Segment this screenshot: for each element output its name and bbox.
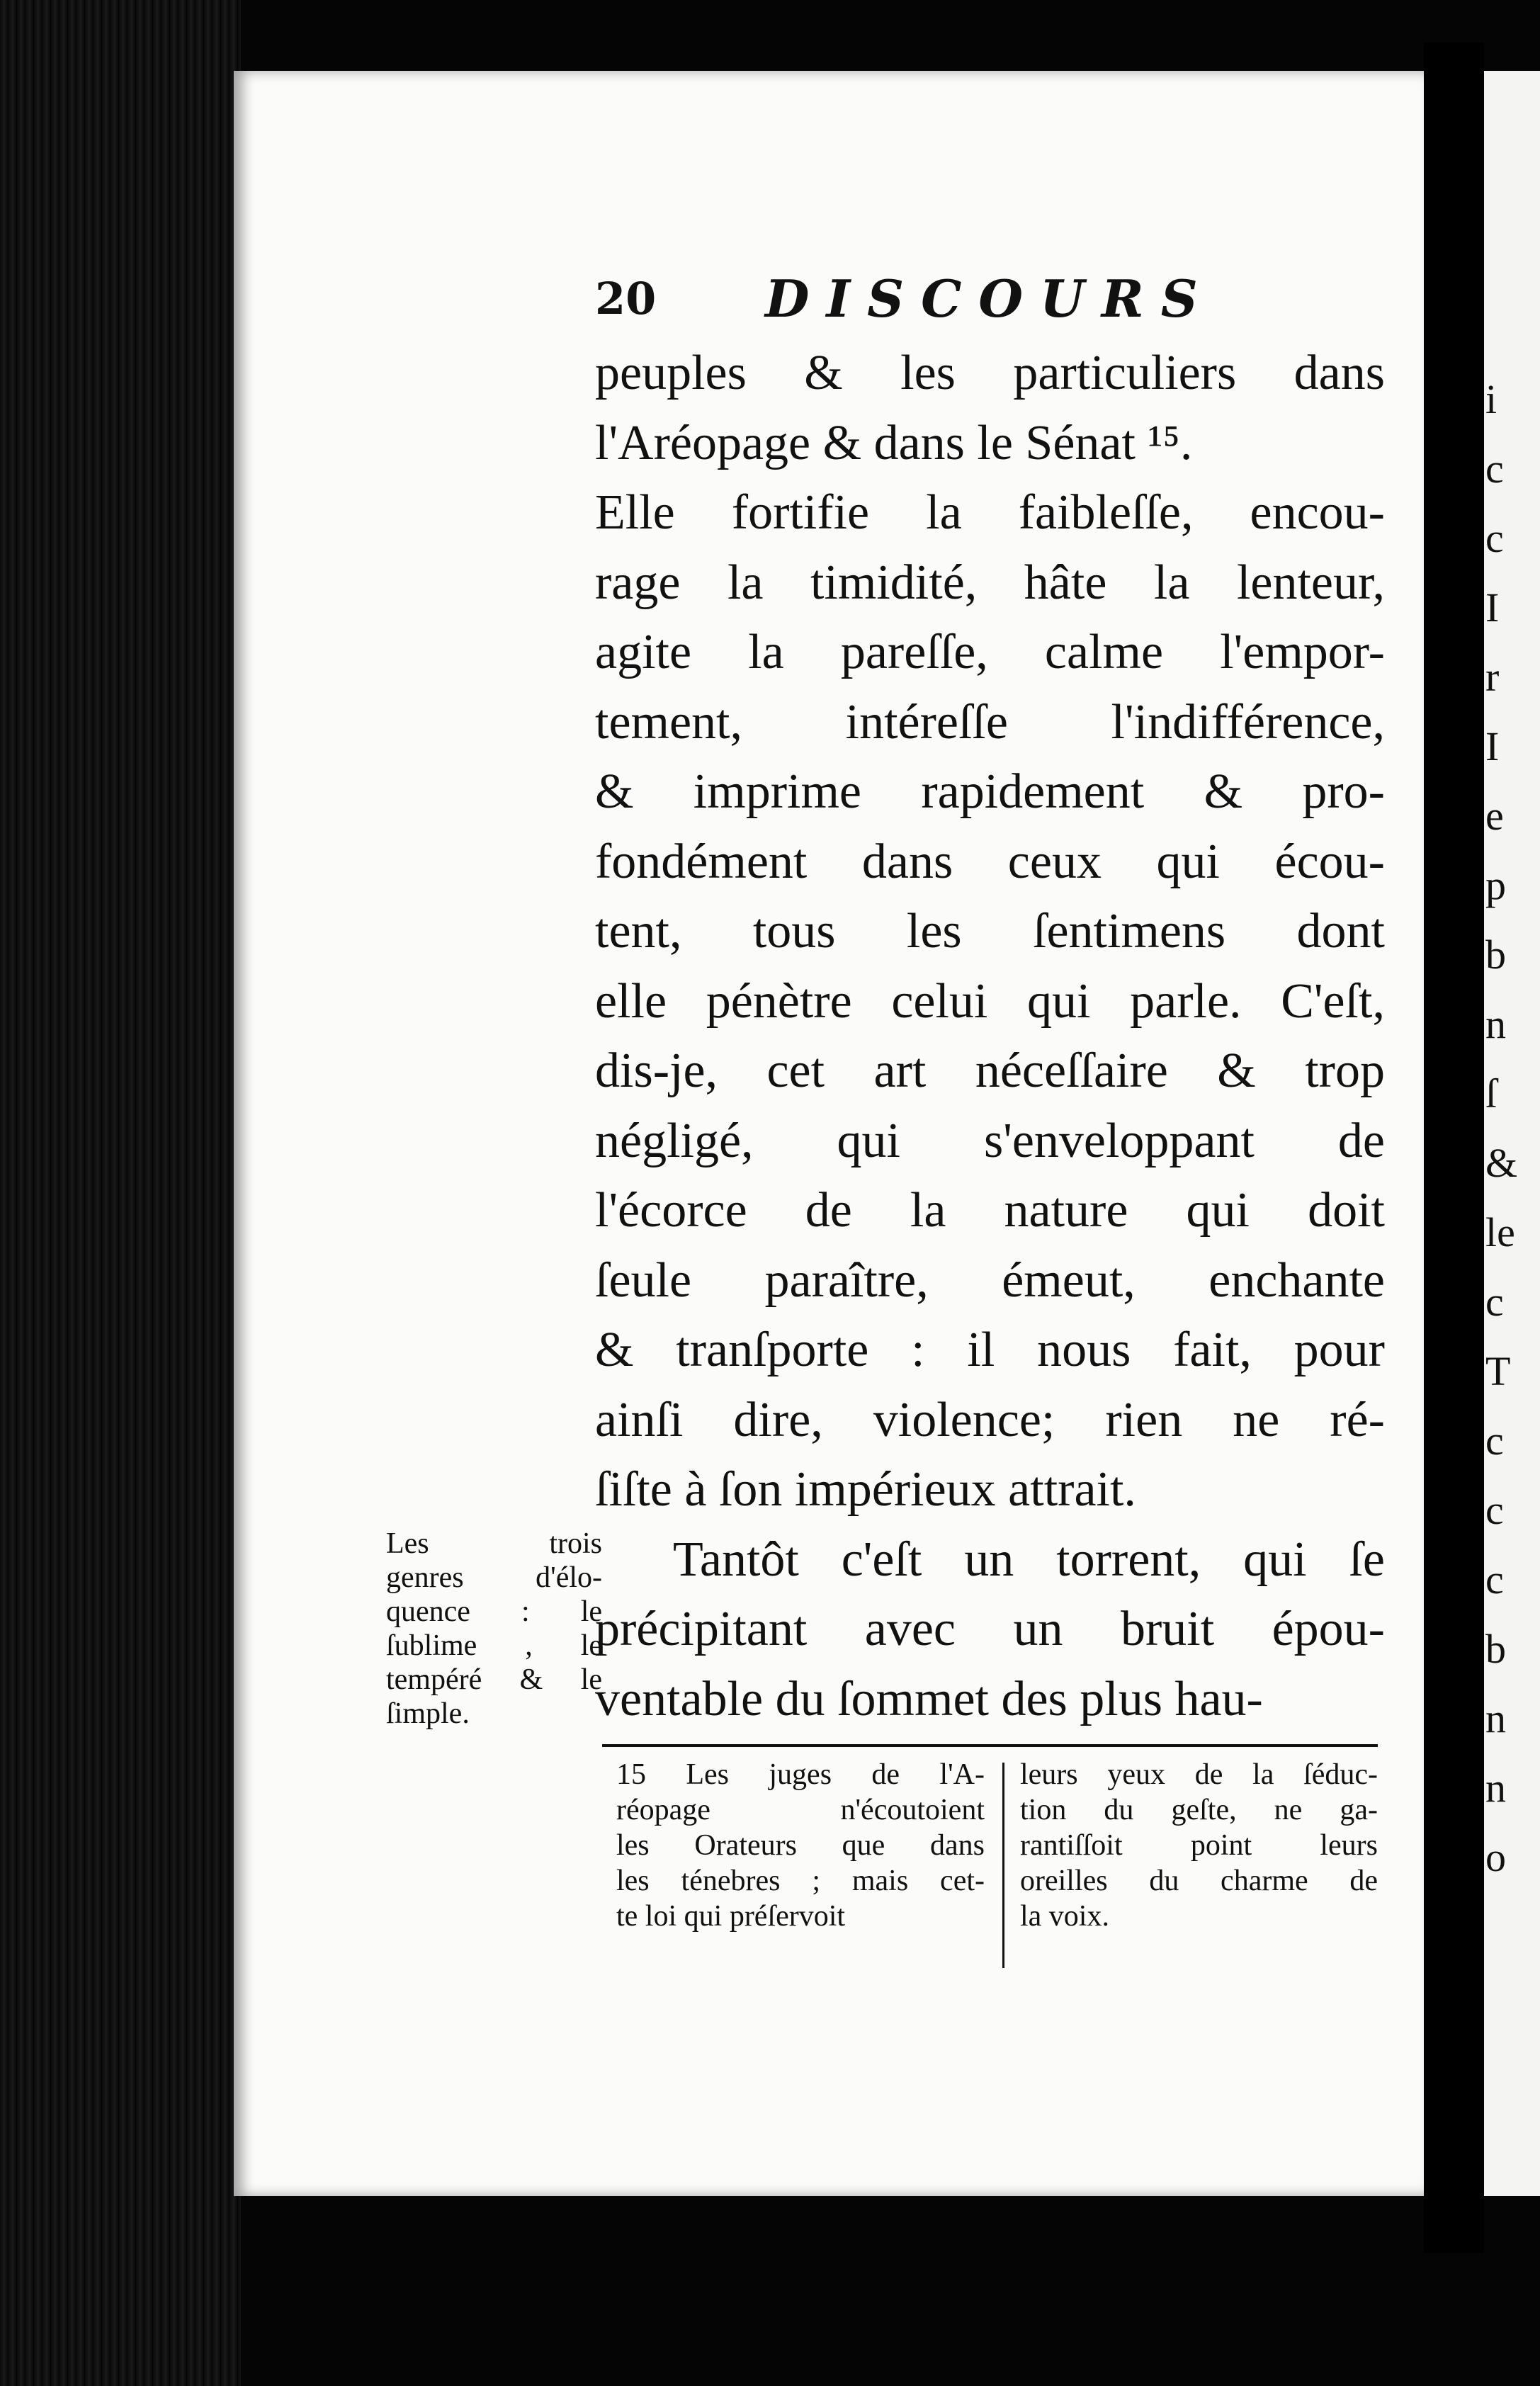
body-line: ſeule paraître, émeut, enchante: [595, 1253, 1385, 1308]
adjacent-page-glyph: &: [1485, 1140, 1518, 1186]
footnote-right-line: rantiſſoit point leurs: [1020, 1829, 1378, 1862]
footnote-left-column: [616, 1757, 985, 1934]
adjacent-page-glyph: c: [1485, 515, 1504, 561]
margin-note-line: tempéré & le: [386, 1663, 602, 1696]
adjacent-page-edge: [1484, 71, 1540, 2196]
adjacent-page-glyph: c: [1485, 446, 1504, 492]
body-line: tent, tous les ſentimens dont: [595, 904, 1385, 959]
adjacent-page-glyph: c: [1485, 1487, 1504, 1533]
footnote-column-divider: [1002, 1763, 1004, 1968]
body-line: ventable du ſommet des plus hau-: [595, 1671, 1263, 1726]
footnote-right-line: tion du geſte, ne ga-: [1020, 1794, 1378, 1826]
margin-note-line: ſublime , le: [386, 1629, 602, 1662]
body-line: & imprime rapidement & pro-: [595, 764, 1385, 819]
body-line: dis-je, cet art néceſſaire & trop: [595, 1044, 1385, 1098]
adjacent-page-glyph: I: [1485, 584, 1500, 631]
footnote-rule: [602, 1744, 1378, 1747]
body-line: Elle fortifie la faibleſſe, encou-: [595, 485, 1385, 540]
adjacent-page-glyph: c: [1485, 1556, 1504, 1602]
adjacent-page-glyph: o: [1485, 1834, 1506, 1880]
body-line: ainſi dire, violence; rien ne ré-: [595, 1392, 1385, 1447]
adjacent-page-glyph: n: [1485, 1765, 1506, 1811]
margin-note-line: genres d'élo-: [386, 1561, 602, 1594]
adjacent-page-glyph: ſ: [1485, 1070, 1497, 1116]
body-line: l'Aréopage & dans le Sénat ¹⁵.: [595, 415, 1193, 470]
footnote-right-column: [1020, 1757, 1378, 1934]
footnote-left-line: te loi qui préſervoit: [616, 1900, 846, 1933]
footnote-left-line: réopage n'écoutoient: [616, 1794, 985, 1826]
adjacent-page-glyph: e: [1485, 793, 1504, 839]
body-line: Tantôt c'eſt un torrent, qui ſe: [673, 1532, 1385, 1587]
body-line: ſiſte à ſon impérieux attrait.: [595, 1462, 1136, 1517]
adjacent-page-glyph: c: [1485, 1279, 1504, 1325]
body-line: agite la pareſſe, calme l'empor-: [595, 625, 1385, 679]
adjacent-page-glyph: le: [1485, 1209, 1515, 1255]
margin-note-line: Les trois: [386, 1527, 602, 1560]
body-line: l'écorce de la nature qui doit: [595, 1183, 1385, 1238]
running-title: DISCOURS: [765, 268, 1215, 329]
footnote-left-line: les ténebres ; mais cet-: [616, 1865, 985, 1897]
body-line: peuples & les particuliers dans: [595, 346, 1385, 400]
adjacent-page-glyph: i: [1485, 376, 1497, 422]
adjacent-page-glyph: n: [1485, 1001, 1506, 1047]
footnote-right-line: oreilles du charme de: [1020, 1865, 1378, 1897]
adjacent-page-glyph: b: [1485, 932, 1506, 978]
footnote-right-line: leurs yeux de la ſéduc-: [1020, 1758, 1378, 1791]
margin-note-line: quence : le: [386, 1595, 602, 1628]
footnote-right-line: la voix.: [1020, 1900, 1109, 1933]
adjacent-page-glyph: p: [1485, 862, 1506, 908]
margin-note-line: ſimple.: [386, 1697, 470, 1730]
adjacent-page-glyph: T: [1485, 1348, 1511, 1394]
body-line: rage la timidité, hâte la lenteur,: [595, 555, 1385, 610]
body-text: [595, 339, 1385, 1734]
gutter-shadow: [1424, 43, 1484, 2253]
adjacent-page-glyph: n: [1485, 1695, 1506, 1741]
body-line: précipitant avec un bruit épou-: [595, 1602, 1385, 1656]
adjacent-page-glyph: I: [1485, 723, 1500, 769]
margin-note: [386, 1527, 602, 1731]
body-line: fondément dans ceux qui écou-: [595, 834, 1385, 889]
body-line: négligé, qui s'enveloppant de: [595, 1113, 1385, 1168]
adjacent-page-glyph: c: [1485, 1418, 1504, 1464]
footnote-left-line: 15 Les juges de l'A-: [616, 1758, 985, 1791]
body-line: & tranſporte : il nous fait, pour: [595, 1323, 1385, 1377]
body-line: elle pénètre celui qui parle. C'eſt,: [595, 973, 1385, 1029]
adjacent-page-glyph: b: [1485, 1626, 1506, 1672]
adjacent-page-glyph: r: [1485, 654, 1500, 700]
book-edge: [0, 0, 241, 2386]
body-line: tement, intéreſſe l'indifférence,: [595, 694, 1385, 750]
page-number: 20: [595, 273, 657, 324]
footnote-left-line: les Orateurs que dans: [616, 1829, 985, 1862]
